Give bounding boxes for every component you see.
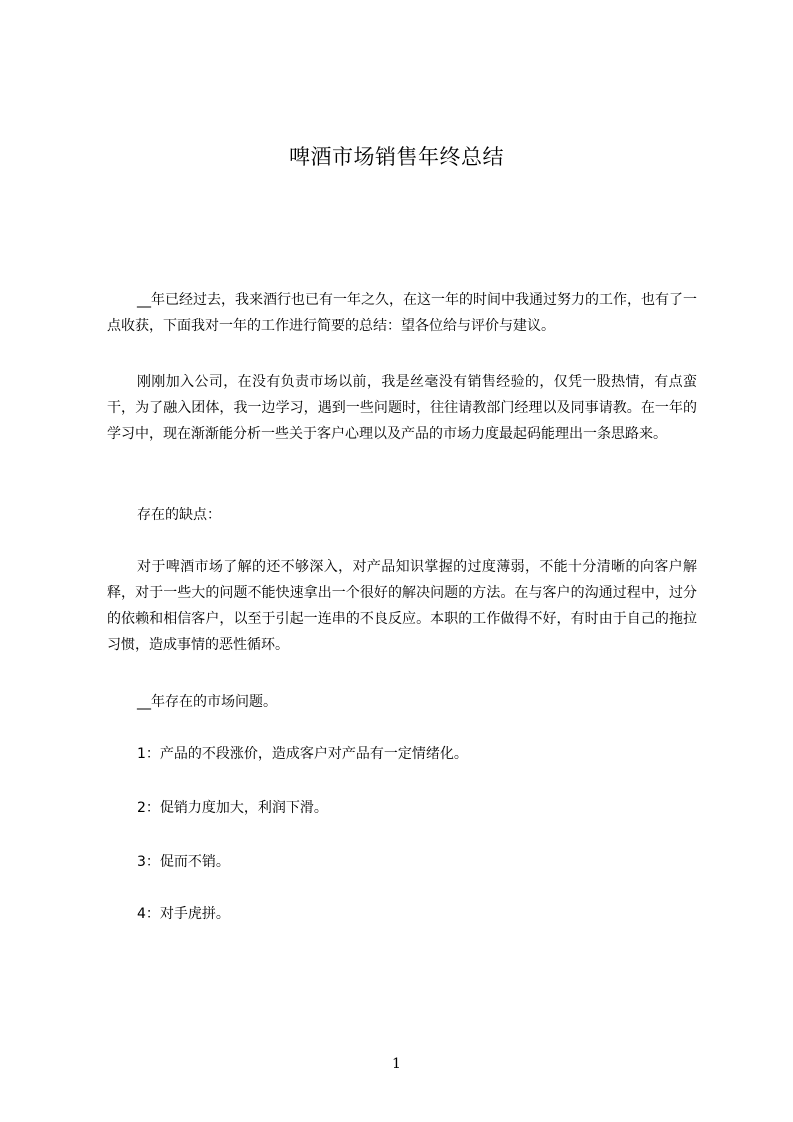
list-item-issue-2: 2：促销力度加大，利润下滑。 (137, 800, 328, 816)
paragraph-market-issues-heading: __年存在的市场问题。 (137, 694, 277, 710)
paragraph-shortcomings-heading: 存在的缺点： (137, 507, 221, 523)
paragraph-shortcomings: 对于啤酒市场了解的还不够深入，对产品知识掌握的过度薄弱，不能十分清晰的向客户解释，对于一些大的问题不能快速拿出一个很好的解决问题的方法。在与客户的沟通过程中，过分的依赖和相信客户，以至于引起一连串的不良反应。本职的工作做得不好，有时由于自己的拖拉习惯，造成事情的恶性循环。 (107, 559, 697, 653)
document-title: 啤酒市场销售年终总结 (289, 145, 504, 169)
page-number: 1 (392, 1056, 401, 1072)
paragraph-intro: __年已经过去，我来酒行也已有一年之久，在这一年的时间中我通过努力的工作，也有了一点收获，下面我对一年的工作进行简要的总结：望各位给与评价与建议。 (107, 292, 697, 334)
paragraph-experience: 刚刚加入公司，在没有负责市场以前，我是丝毫没有销售经验的，仅凭一股热情，有点蛮干，为了融入团体，我一边学习，遇到一些问题时，往往请教部门经理以及同事请教。在一年的学习中，现在渐渐能分析一些关于客户心理以及产品的市场力度最起码能理出一条思路来。 (107, 374, 697, 442)
list-item-issue-1: 1：产品的不段涨价，造成客户对产品有一定情绪化。 (137, 746, 468, 762)
list-item-issue-3: 3：促而不销。 (137, 854, 230, 870)
list-item-issue-4: 4：对手虎拼。 (137, 906, 230, 922)
